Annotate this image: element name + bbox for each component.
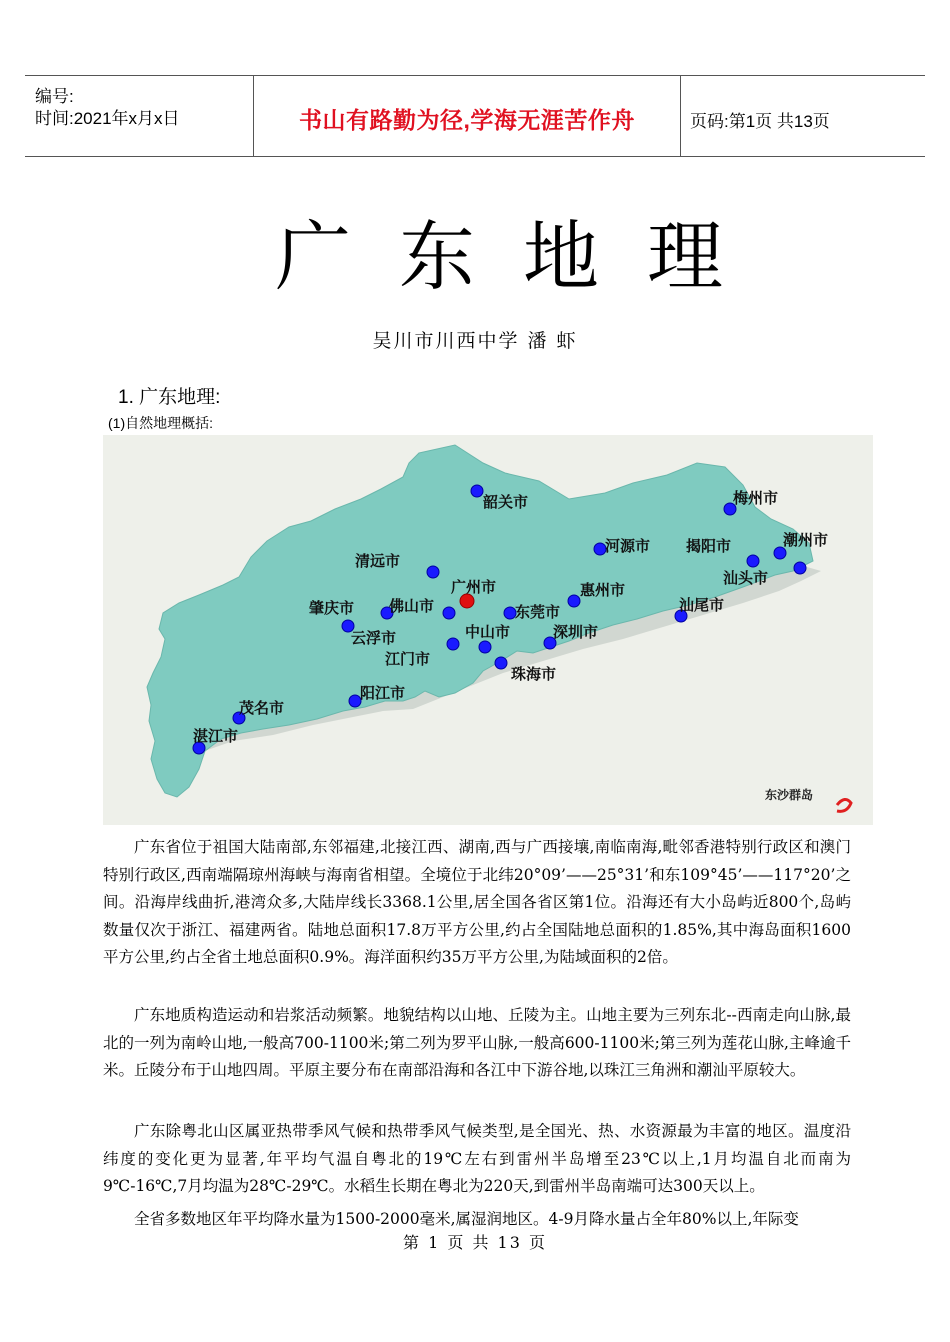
paragraph-geology: 广东地质构造运动和岩浆活动频繁。地貌结构以山地、丘陵为主。山地主要为三列东北--西南走向山脉,最北的一列为南岭山地,一般高700-1100米;第二列为罗平山脉,一般高600-1100米;第三列为莲花山脉,主峰逾千米。丘陵分布于山地四周。平原主要分布在南部沿海和各江中下游谷地,以珠江三角洲和潮汕平原较大。 [103,1006,851,1079]
document-time-label: 时间:2021年x月x日 [35,109,180,128]
page-header [25,75,925,157]
page-footer: 第 1 页 共 13 页 [0,1230,950,1253]
city-label-14: 中山市 [465,623,511,641]
city-marker-16 [479,641,491,653]
paragraph-rainfall: 全省多数地区年平均降水量为1500-2000毫米,属湿润地区。4-9月降水量占全年80%以上,年际变 [134,1210,799,1228]
city-label-9: 肇庆市 [309,599,355,617]
paragraph-location: 广东省位于祖国大陆南部,东邻福建,北接江西、湖南,西与广西接壤,南临南海,毗邻香港特别行政区和澳门特别行政区,西南端隔琼州海峡与海南省相望。全境位于北纬20°09’——25°31’和东109°45’——117°20’之间。沿海岸线曲折,港湾众多,大陆岸线长3368.1公里,居全国各省区第1位。沿海还有大小岛屿近800个,岛屿数量仅次于浙江、福建两省。陆地总面积17.8万平方公里,约占全国陆地总面积的1.85%,其中海岛面积1600平方公里,约占全省土地总面积0.9%。海洋面积约35万平方公里,为陆域面积的2倍。 [103,838,851,966]
city-marker-0 [471,485,483,497]
city-label-19: 茂名市 [239,699,285,717]
dongsha-islands-label: 东沙群岛 [765,788,814,802]
city-label-20: 湛江市 [193,727,239,745]
city-label-3: 揭阳市 [686,537,732,555]
section-heading: 1. 广东地理: [118,387,221,408]
header-motto: 书山有路勤为径,学海无涯苦作舟 [299,107,635,133]
city-label-10: 佛山市 [389,597,435,615]
city-label-7: 汕头市 [723,569,769,587]
header-center-cell [253,76,681,156]
city-label-11: 东莞市 [515,603,561,621]
city-label-6: 广州市 [451,578,497,596]
header-left-cell [25,76,253,156]
city-label-13: 云浮市 [351,629,397,647]
document-number-label: 编号: [35,87,74,106]
city-label-18: 阳江市 [360,684,406,702]
city-label-15: 深圳市 [553,623,599,641]
city-marker-17 [495,657,507,669]
city-label-16: 江门市 [385,650,431,668]
guangdong-map-svg [103,435,873,825]
city-label-1: 梅州市 [733,489,779,507]
city-marker-7 [794,562,806,574]
city-label-12: 汕尾市 [679,596,725,614]
city-marker-10 [443,607,455,619]
city-label-17: 珠海市 [511,665,557,683]
city-label-5: 清远市 [355,552,401,570]
paragraph-climate: 广东除粤北山区属亚热带季风气候和热带季风气候类型,是全国光、热、水资源最为丰富的地区。温度沿纬度的变化更为显著,年平均气温自粤北的19℃左右到雷州半岛增至23℃以上,1月均温自北而南为9℃-16℃,7月均温为28℃-29℃。水稻生长期在粤北为220天,到雷州半岛南端可达300天以上。 [103,1122,851,1195]
city-marker-14 [447,638,459,650]
author-line: 吴川市川西中学 潘 虾 [372,330,578,352]
city-label-0: 韶关市 [483,493,529,511]
city-label-2: 河源市 [605,537,651,555]
city-label-4: 潮州市 [783,531,829,549]
city-marker-6 [460,594,474,608]
page-number-label: 页码:第1页 共13页 [690,112,830,131]
document-title: 广东地理 [275,212,771,301]
subsection-heading: (1)自然地理概括: [108,415,213,431]
guangdong-map [103,435,873,825]
city-label-8: 惠州市 [580,581,626,599]
city-marker-5 [427,566,439,578]
city-marker-8 [568,595,580,607]
city-marker-3 [747,555,759,567]
header-right-cell [680,76,925,156]
